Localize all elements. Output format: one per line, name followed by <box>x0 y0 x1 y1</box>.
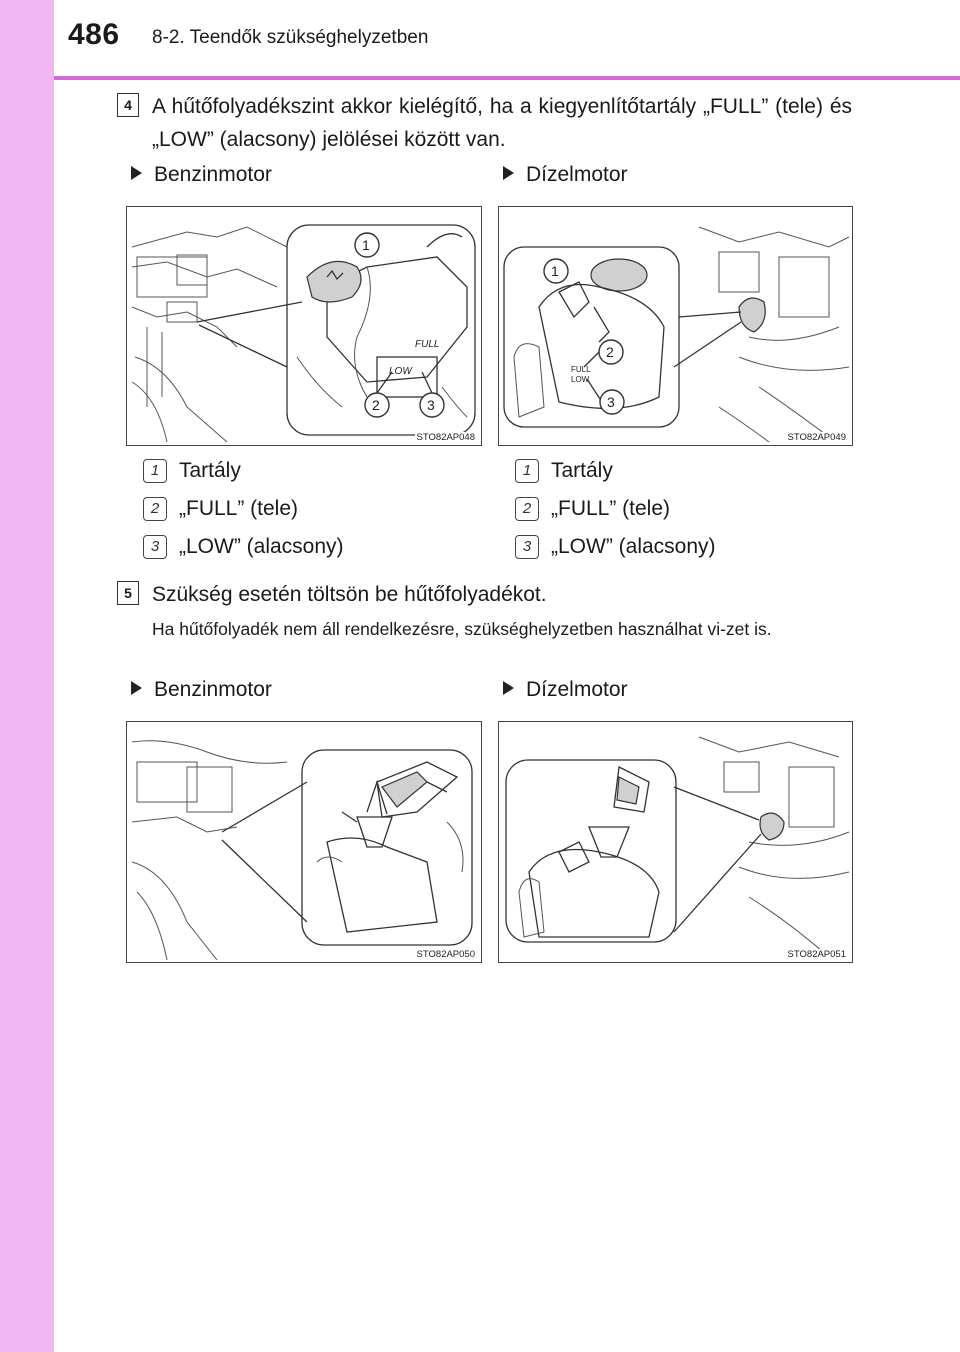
figure-code: STO82AP050 <box>416 949 475 960</box>
diesel-engine-illustration <box>499 207 852 445</box>
callout-2-diesel: 2 <box>606 344 614 360</box>
step-4-text: A hűtőfolyadékszint akkor kielégítő, ha a kiegyenlítőtartály „FULL” (tele) és „LOW” (alacsony) jelölései között van. <box>152 95 852 151</box>
figure-petrol-reservoir <box>126 206 482 446</box>
figure-code: STO82AP048 <box>416 432 475 443</box>
full-mark: FULL <box>415 339 440 350</box>
step-4-badge: 4 <box>117 93 139 117</box>
section-title: 8-2. Teendők szükséghelyzetben <box>152 27 429 48</box>
figure-code: STO82AP051 <box>787 949 846 960</box>
figure-petrol-refill <box>126 721 482 963</box>
petrol-refill-illustration <box>127 722 481 962</box>
subhead-petrol-label: Benzinmotor <box>154 678 272 701</box>
diesel-refill-illustration <box>499 722 852 962</box>
figure-diesel-refill <box>498 721 853 963</box>
triangle-bullet-icon <box>503 166 514 180</box>
step-5-note: Ha hűtőfolyadék nem áll rendelkezésre, szükséghelyzetben használhat vi-zet is. <box>152 619 772 639</box>
subhead-petrol <box>131 675 272 705</box>
subhead-diesel <box>503 675 628 705</box>
triangle-bullet-icon <box>131 681 142 695</box>
subhead-diesel-label: Dízelmotor <box>526 678 628 701</box>
petrol-engine-illustration <box>127 207 481 445</box>
low-mark-diesel: LOW <box>571 375 590 384</box>
subhead-petrol-label: Benzinmotor <box>154 163 272 186</box>
figure-diesel-reservoir <box>498 206 853 446</box>
header-rule <box>54 76 960 80</box>
subhead-diesel <box>503 160 628 190</box>
subhead-petrol <box>131 160 272 190</box>
triangle-bullet-icon <box>503 681 514 695</box>
callout-3-diesel: 3 <box>607 394 615 410</box>
callout-2: 2 <box>372 397 380 413</box>
step-5-badge: 5 <box>117 581 139 605</box>
step-5-text: Szükség esetén töltsön be hűtőfolyadékot. <box>152 583 547 606</box>
figure-code: STO82AP049 <box>787 432 846 443</box>
page-number: 486 <box>68 18 120 51</box>
callout-3: 3 <box>427 397 435 413</box>
low-mark: LOW <box>389 366 412 377</box>
callout-1-diesel: 1 <box>551 263 559 279</box>
margin-strip <box>0 0 54 1352</box>
triangle-bullet-icon <box>131 166 142 180</box>
subhead-diesel-label: Dízelmotor <box>526 163 628 186</box>
full-mark-diesel: FULL <box>571 365 591 374</box>
callout-1: 1 <box>362 237 370 253</box>
